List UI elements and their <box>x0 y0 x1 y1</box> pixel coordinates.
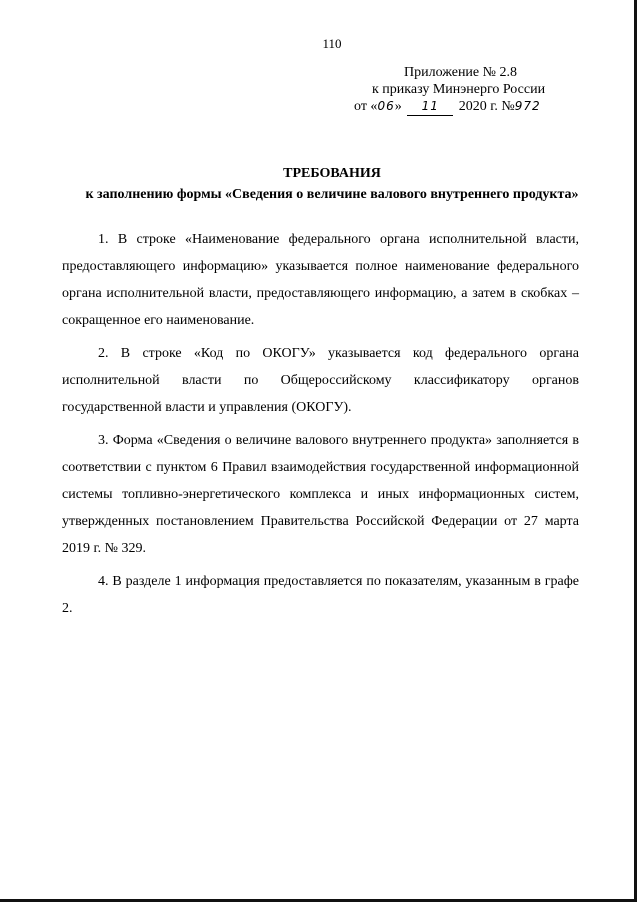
paragraph-3: 3. Форма «Сведения о величине валового внутреннего продукта» заполняется в соответствии с пунктом 6 Правил взаимодействия государственной информационной системы топливно-энергетического комплекса и иных информационных систем, утвержденных постановлением Правительства Российской Федерации от 27 марта 2019 г. № 329. <box>62 433 579 556</box>
page-number: 110 <box>322 36 342 51</box>
document-title: ТРЕБОВАНИЯ <box>283 166 381 181</box>
paragraph-2: 2. В строке «Код по ОКОГУ» указывается код федерального органа исполнительной власти по Общероссийскому классификатору органов государственной власти и управления (ОКОГУ). <box>62 346 579 415</box>
date-prefix: от « <box>354 99 378 114</box>
appendix-date-line <box>354 98 614 116</box>
document-body <box>62 226 579 622</box>
document-subtitle: к заполнению формы «Сведения о величине валового внутреннего продукта» <box>85 187 579 202</box>
handwritten-order-number: 972 <box>514 99 541 113</box>
handwritten-day: 06 <box>377 99 395 113</box>
appendix-title: Приложение № 2.8 <box>404 65 517 80</box>
paragraph-1: 1. В строке «Наименование федерального органа исполнительной власти, предоставляющего информацию» указывается полное наименование федерального органа исполнительной власти, предоставляющего информацию, а затем в скобках – сокращенное его наименование. <box>62 232 579 328</box>
paragraph-4: 4. В разделе 1 информация предоставляется по показателям, указанным в графе 2. <box>62 574 579 616</box>
date-suffix: 2020 г. № <box>458 99 515 114</box>
date-mid: » <box>394 99 402 114</box>
appendix-block <box>354 64 614 116</box>
handwritten-month: 11 <box>407 98 453 116</box>
appendix-order-ref: к приказу Минэнерго России <box>372 82 546 97</box>
